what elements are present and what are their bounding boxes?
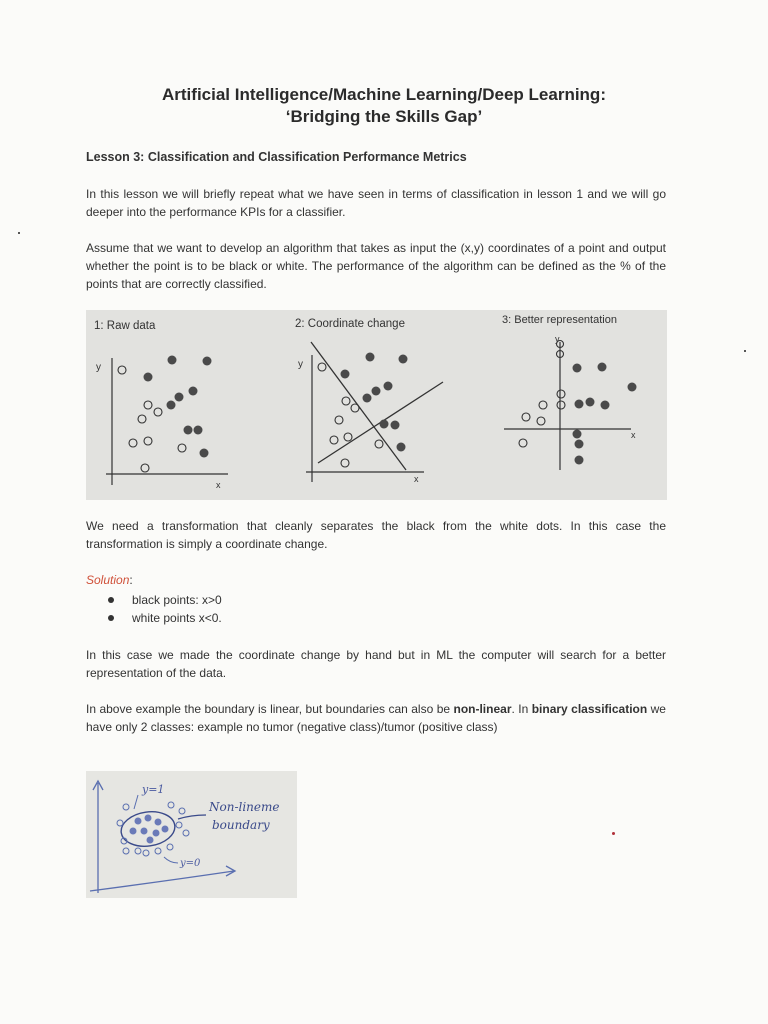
boundary-text-3: we have only 2 classes: example no tumor (negative class)/tumor (positive class): [86, 702, 666, 734]
black-point: [586, 398, 595, 407]
panel3-y-label: y: [555, 334, 560, 344]
black-point: [189, 387, 198, 396]
black-point: [168, 356, 177, 365]
panel2-x-label: x: [414, 474, 419, 484]
boundary-bold-binary: binary classification: [531, 702, 648, 716]
black-point: [573, 364, 582, 373]
sketch-svg: [86, 771, 297, 898]
white-point: [351, 404, 359, 412]
black-point: [363, 394, 372, 403]
sketch-dot: [145, 815, 152, 822]
white-point: [144, 401, 152, 409]
panel3-x-label: x: [631, 430, 636, 440]
sketch-dot: [130, 828, 137, 835]
white-point: [375, 440, 383, 448]
panel1-y-label: y: [96, 362, 101, 373]
intro-paragraph: In this lesson we will briefly repeat what we have seen in terms of classification in lesson 1 and we will go deeper into the performance KPIs for a classifier.: [86, 187, 666, 219]
sketch-pointer: [134, 795, 138, 809]
sketch-label-boundary-1: Non-lineme: [209, 800, 280, 814]
panel2-title: 2: Coordinate change: [295, 318, 405, 330]
white-point: [557, 401, 565, 409]
sketch-circle: [179, 808, 185, 814]
white-point: [539, 401, 547, 409]
sketch-circle: [167, 844, 173, 850]
white-point: [178, 444, 186, 452]
sketch-circle: [135, 848, 141, 854]
sketch-positive-points: [130, 815, 169, 844]
black-point: [341, 370, 350, 379]
boundary-bold-non-linear: non-linear: [453, 702, 512, 716]
bullet-item: white points x<0.: [104, 609, 222, 627]
solution-bullet-list: [104, 591, 222, 627]
sketch-dot: [155, 819, 162, 826]
sketch-circle: [155, 848, 161, 854]
black-point: [575, 400, 584, 409]
black-point: [575, 440, 584, 449]
white-point: [557, 390, 565, 398]
white-point: [537, 417, 545, 425]
sketch-circle: [183, 830, 189, 836]
white-point: [138, 415, 146, 423]
black-point: [194, 426, 203, 435]
hand-sketch-image: [86, 771, 297, 898]
sketch-circle: [117, 820, 123, 826]
white-point: [318, 363, 326, 371]
white-point: [330, 436, 338, 444]
title-line-1: Artificial Intelligence/Machine Learning/Deep Learning:: [162, 85, 606, 104]
black-point: [384, 382, 393, 391]
black-point: [372, 387, 381, 396]
white-point: [344, 433, 352, 441]
sketch-dot: [135, 818, 142, 825]
sketch-label-y0: y=0: [180, 858, 201, 869]
scan-speck: [612, 832, 615, 835]
sketch-circle: [176, 822, 182, 828]
black-point: [144, 373, 153, 382]
sketch-dot: [162, 826, 169, 833]
black-point: [628, 383, 637, 392]
white-point: [118, 366, 126, 374]
sketch-arrow-boundary: [178, 815, 206, 819]
white-point: [522, 413, 530, 421]
panel2-y-label: y: [298, 359, 303, 370]
boundary-text-1: In above example the boundary is linear, but boundaries can also be: [86, 702, 454, 716]
black-point: [200, 449, 209, 458]
sketch-circle: [168, 802, 174, 808]
white-point: [335, 416, 343, 424]
figure-svg: [86, 310, 667, 500]
black-point: [366, 353, 375, 362]
bullet-item: black points: x>0: [104, 591, 222, 609]
white-point: [519, 439, 527, 447]
transform-paragraph: We need a transformation that cleanly separates the black from the white dots. In this case the transformation is simply a coordinate change.: [86, 519, 666, 551]
white-point: [129, 439, 137, 447]
panel1-title: 1: Raw data: [94, 320, 156, 332]
black-point: [184, 426, 193, 435]
black-point: [397, 443, 406, 452]
black-point: [167, 401, 176, 410]
lesson-heading: Lesson 3: Classification and Classification Performance Metrics: [86, 150, 467, 164]
sketch-dot: [147, 837, 154, 844]
white-point: [154, 408, 162, 416]
panel3-title: 3: Better representation: [502, 314, 617, 326]
panel3-points: [519, 341, 637, 465]
black-point: [575, 456, 584, 465]
boundary-paragraph: [86, 700, 666, 736]
white-point: [342, 397, 350, 405]
black-point: [175, 393, 184, 402]
black-point: [203, 357, 212, 366]
white-point: [141, 464, 149, 472]
page-title: [0, 84, 768, 128]
sketch-dot: [153, 830, 160, 837]
black-point: [380, 420, 389, 429]
white-point: [341, 459, 349, 467]
boundary-text-2: . In: [511, 702, 532, 716]
classification-figure: [86, 310, 667, 500]
sketch-x-axis: [90, 871, 234, 891]
scan-speck: [18, 232, 20, 234]
white-point: [144, 437, 152, 445]
sketch-circle: [123, 848, 129, 854]
solution-label-text: Solution: [86, 573, 130, 587]
solution-label: [86, 573, 133, 587]
sketch-dot: [141, 828, 148, 835]
sketch-circle: [123, 804, 129, 810]
assume-paragraph: Assume that we want to develop an algorithm that takes as input the (x,y) coordinates of a point and output whether the point is to be black or white. The performance of the algorithm can be defined as the % of the points that are correctly classified.: [86, 241, 666, 291]
hand-paragraph: In this case we made the coordinate change by hand but in ML the computer will search for a better representation of the data.: [86, 648, 666, 680]
sketch-label-boundary-2: boundary: [212, 818, 270, 832]
panel1-points: [118, 356, 212, 473]
scan-speck: [744, 350, 746, 352]
solution-colon: :: [129, 573, 133, 587]
black-point: [573, 430, 582, 439]
sketch-negative-points: [117, 802, 189, 856]
sketch-label-y1: y=1: [142, 783, 165, 796]
black-point: [399, 355, 408, 364]
black-point: [391, 421, 400, 430]
black-point: [598, 363, 607, 372]
title-line-2: ‘Bridging the Skills Gap’: [285, 107, 483, 126]
sketch-circle: [143, 850, 149, 856]
black-point: [601, 401, 610, 410]
sketch-pointer: [164, 857, 178, 863]
panel1-x-label: x: [216, 480, 221, 490]
